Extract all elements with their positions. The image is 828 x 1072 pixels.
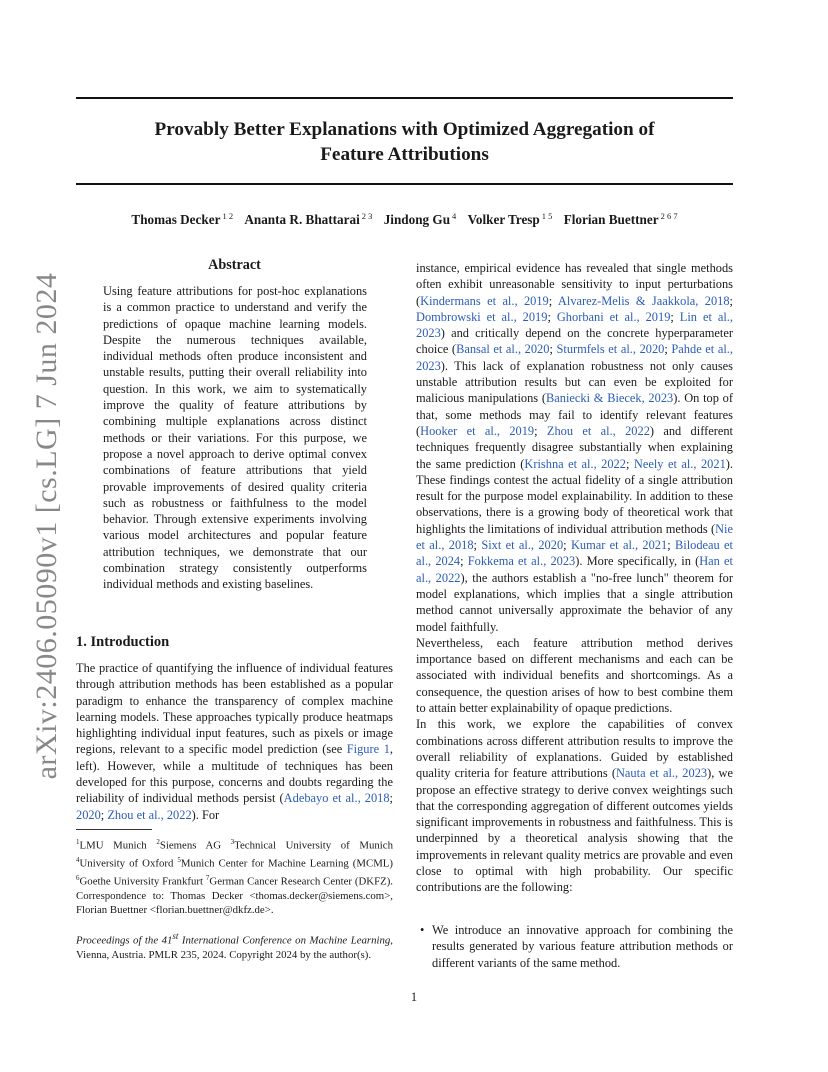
title-bottom-rule xyxy=(76,183,733,185)
citation-link[interactable]: Neely et al., 2021 xyxy=(633,456,726,471)
author-name: Volker Tresp xyxy=(467,212,540,228)
text-run: University of Oxford xyxy=(79,857,178,870)
text-run: Proceedings of the xyxy=(76,934,162,947)
citation-link[interactable]: 2020 xyxy=(76,807,101,822)
author-affiliation: 2 3 xyxy=(361,211,373,221)
author-name: Florian Buettner xyxy=(563,212,659,228)
citation-link[interactable]: Krishna et al., 2022 xyxy=(524,456,626,471)
introduction-paragraph xyxy=(76,660,393,823)
citation-link[interactable]: Nie et al., 2018 xyxy=(416,521,733,553)
text-run: In this work, we explore the capabilities of convex combinations across different attribution results to improve the overall reliability of explanations. Guided by established quality criteria for feature attributions ( xyxy=(416,717,733,781)
text-run: ), the authors establish a "no-free lunch" theorem for model explanations, which implies that a single attribution method cannot universally approximate the behavior of any model faithfully. xyxy=(416,570,733,634)
author-affiliation: 4 xyxy=(452,211,457,221)
paragraph: Nevertheless, each feature attribution method derives importance based on different mechanisms and each can be associated with individual benefits and shortcomings. As a consequence, the question arises of how to best combine them to attain better explainability of opaque predictions. xyxy=(416,635,733,716)
affiliations-footnote xyxy=(76,835,393,917)
figure-reference-link[interactable]: Figure 1 xyxy=(346,742,390,757)
text-run: ; xyxy=(670,309,680,324)
footnote-marker: 6 xyxy=(76,873,80,882)
author-name: Ananta R. Bhattarai xyxy=(244,212,360,228)
text-run: ; xyxy=(460,554,468,569)
citation-link[interactable]: Hooker et al., 2019 xyxy=(420,423,535,438)
text-run: ; xyxy=(667,538,675,553)
footnote-marker: 1 xyxy=(76,838,80,846)
citation-link[interactable]: Alvarez-Melis & Jaakkola, 2018 xyxy=(557,293,730,308)
paragraph xyxy=(416,716,733,895)
text-run: Goethe University Frankfurt xyxy=(79,875,206,888)
citation-link[interactable]: Kumar et al., 2021 xyxy=(570,538,668,553)
citation-link[interactable]: Zhou et al., 2022 xyxy=(546,423,650,438)
right-column xyxy=(416,260,733,896)
citation-link[interactable]: Bansal et al., 2020 xyxy=(456,342,550,357)
text-run: ) and different techniques frequently disagree substantially when explaining the same prediction ( xyxy=(416,423,733,471)
text-run: ; xyxy=(625,456,634,471)
text-run: ; xyxy=(547,309,557,324)
text-run: st xyxy=(172,931,179,941)
author xyxy=(131,212,233,227)
citation-link[interactable]: Lin et al., 2023 xyxy=(416,309,733,341)
text-run: ; xyxy=(473,538,482,553)
abstract-body: Using feature attributions for post-hoc explanations is a common practice to understand and verify the predictions of opaque machine learning models. Despite the numerous techniques available, individual methods often produce inconsistent and unstable results, putting their overall reliability into question. In this work, we aim to systematically improve the quality of feature attributions by combining multiple explanations across distinct methods or their variations. For this purpose, we propose a novel approach to derive optimal convex combinations of feature attributions that yield provable improvements of desired quality criteria such as robustness or faithfulness to the model behavior. Through extensive experiments involving various model architectures and popular feature attribution techniques, we demonstrate that our combination strategy consistently outperforms individual methods and existing baselines. xyxy=(103,284,367,592)
text-run: German Cancer Research Center (DKFZ). Correspondence to: Thomas Decker <thomas.decker@siemens.com>, Florian Buettner <florian.buettner@dkfz.de>. xyxy=(76,875,393,916)
text-run: ; xyxy=(100,807,108,822)
text-run: ; xyxy=(729,293,733,308)
proceedings-note xyxy=(76,929,393,962)
paragraph xyxy=(416,260,733,635)
citation-link[interactable]: Zhou et al., 2022 xyxy=(107,807,192,822)
introduction-heading: 1. Introduction xyxy=(76,634,170,650)
author xyxy=(384,212,457,227)
text-run: Siemens AG xyxy=(159,839,231,852)
citation-link[interactable]: Pahde et al., 2023 xyxy=(416,342,733,373)
author-list xyxy=(76,211,733,228)
text-run: ; xyxy=(563,538,571,553)
paper-title xyxy=(76,117,733,167)
contribution-bullet xyxy=(420,922,733,971)
text-run: ). More specifically, in ( xyxy=(575,554,700,569)
citation-link[interactable]: Ghorbani et al., 2019 xyxy=(556,309,671,324)
author-affiliation: 2 6 7 xyxy=(660,211,678,221)
abstract-heading: Abstract xyxy=(208,257,261,273)
text-run: ; xyxy=(534,423,547,438)
text-run: The practice of quantifying the influence of individual features through attribution methods has been established as a popular paradigm to enhance the transparency of complex machine learning models. These approaches typically produce heatmaps highlighting individual input features, such as pixels or image regions, relevant to a specific model prediction (see xyxy=(76,661,393,757)
author-name: Jindong Gu xyxy=(383,212,451,228)
footnote-marker: 5 xyxy=(177,855,181,864)
footnote-marker: 2 xyxy=(156,838,160,846)
author-affiliation: 1 2 xyxy=(222,211,234,221)
author-affiliation: 1 5 xyxy=(541,211,553,221)
footnote-rule xyxy=(76,829,152,830)
citation-link[interactable]: Sturmfels et al., 2020 xyxy=(556,342,665,357)
text-run: , Vienna, Austria. PMLR 235, 2024. Copyright 2024 by the author(s). xyxy=(76,934,393,961)
title-top-rule xyxy=(76,97,733,99)
author-name: Thomas Decker xyxy=(131,212,221,228)
text-run: ). On top of that, some methods may fail to identify relevant features ( xyxy=(416,391,733,438)
arxiv-identifier-stamp: arXiv:2406.05090v1 [cs.LG] 7 Jun 2024 xyxy=(30,272,63,780)
page-number: 1 xyxy=(410,990,418,1004)
title-line-1: Provably Better Explanations with Optimized Aggregation of xyxy=(154,119,655,140)
text-run: ; xyxy=(664,342,672,357)
title-line-2: Feature Attributions xyxy=(320,144,489,165)
author xyxy=(468,212,553,227)
text-run: ; xyxy=(389,791,393,806)
text-run: ; xyxy=(549,342,557,357)
citation-link[interactable]: Bilodeau et al., 2024 xyxy=(416,538,733,569)
text-run: ). This lack of explanation robustness not only causes unstable attribution results but can even be exploited for malicious manipulations ( xyxy=(416,358,733,406)
footnote-marker: 4 xyxy=(76,855,80,864)
text-run: , left). However, while a multitude of techniques has been developed for this purpose, concerns and doubts regarding the reliability of individual methods persist ( xyxy=(76,742,393,806)
citation-link[interactable]: Kindermans et al., 2019 xyxy=(420,293,549,308)
bullet-dot-icon: • xyxy=(420,923,425,937)
citation-link[interactable]: Dombrowski et al., 2019 xyxy=(416,309,548,324)
author xyxy=(564,212,678,227)
citation-link[interactable]: Nauta et al., 2023 xyxy=(615,766,708,781)
text-run: International Conference on Machine Learning xyxy=(178,934,391,947)
text-run: Technical University of Munich xyxy=(234,839,393,852)
text-run: instance, empirical evidence has revealed that single methods often exhibit unreasonable sensitivity to input perturbations ( xyxy=(416,261,733,308)
citation-link[interactable]: Han et al., 2022 xyxy=(416,554,733,585)
text-run: ; xyxy=(548,293,558,308)
text-run: 41 xyxy=(161,934,173,947)
citation-link[interactable]: Fokkema et al., 2023 xyxy=(467,554,576,569)
text-run: Munich Center for Machine Learning (MCML) xyxy=(180,857,393,870)
text-run: ), we propose an effective strategy to derive convex weightings such that the corresponding aggregation of different outcomes yields significant improvements in robustness and faithfulness. This is underpinned by a theoretical analysis showing that the improvements in relevant quality metrics are provable and even close to optimal with high probability. Our specific contributions are the following: xyxy=(416,766,733,895)
citation-link[interactable]: Adebayo et al., 2018 xyxy=(283,791,390,806)
text-run: ). For xyxy=(191,807,220,822)
footnote-marker: 7 xyxy=(205,873,210,882)
text-run: LMU Munich xyxy=(79,839,157,852)
text-run: ). These findings contest the actual fidelity of a single attribution result for the purpose model explainability. In addition to these observations, there is a growing body of theoretical work that highlights the limitations of individual attribution methods ( xyxy=(416,456,733,536)
citation-link[interactable]: Sixt et al., 2020 xyxy=(481,538,564,553)
text-run: ) and critically depend on the concrete hyperparameter choice ( xyxy=(416,326,733,357)
citation-link[interactable]: Baniecki & Biecek, 2023 xyxy=(546,391,674,406)
footnote-marker: 3 xyxy=(230,838,235,846)
author xyxy=(244,212,372,227)
bullet-text: We introduce an innovative approach for combining the results generated by various feature attribution methods or different variants of the same method. xyxy=(432,923,733,970)
